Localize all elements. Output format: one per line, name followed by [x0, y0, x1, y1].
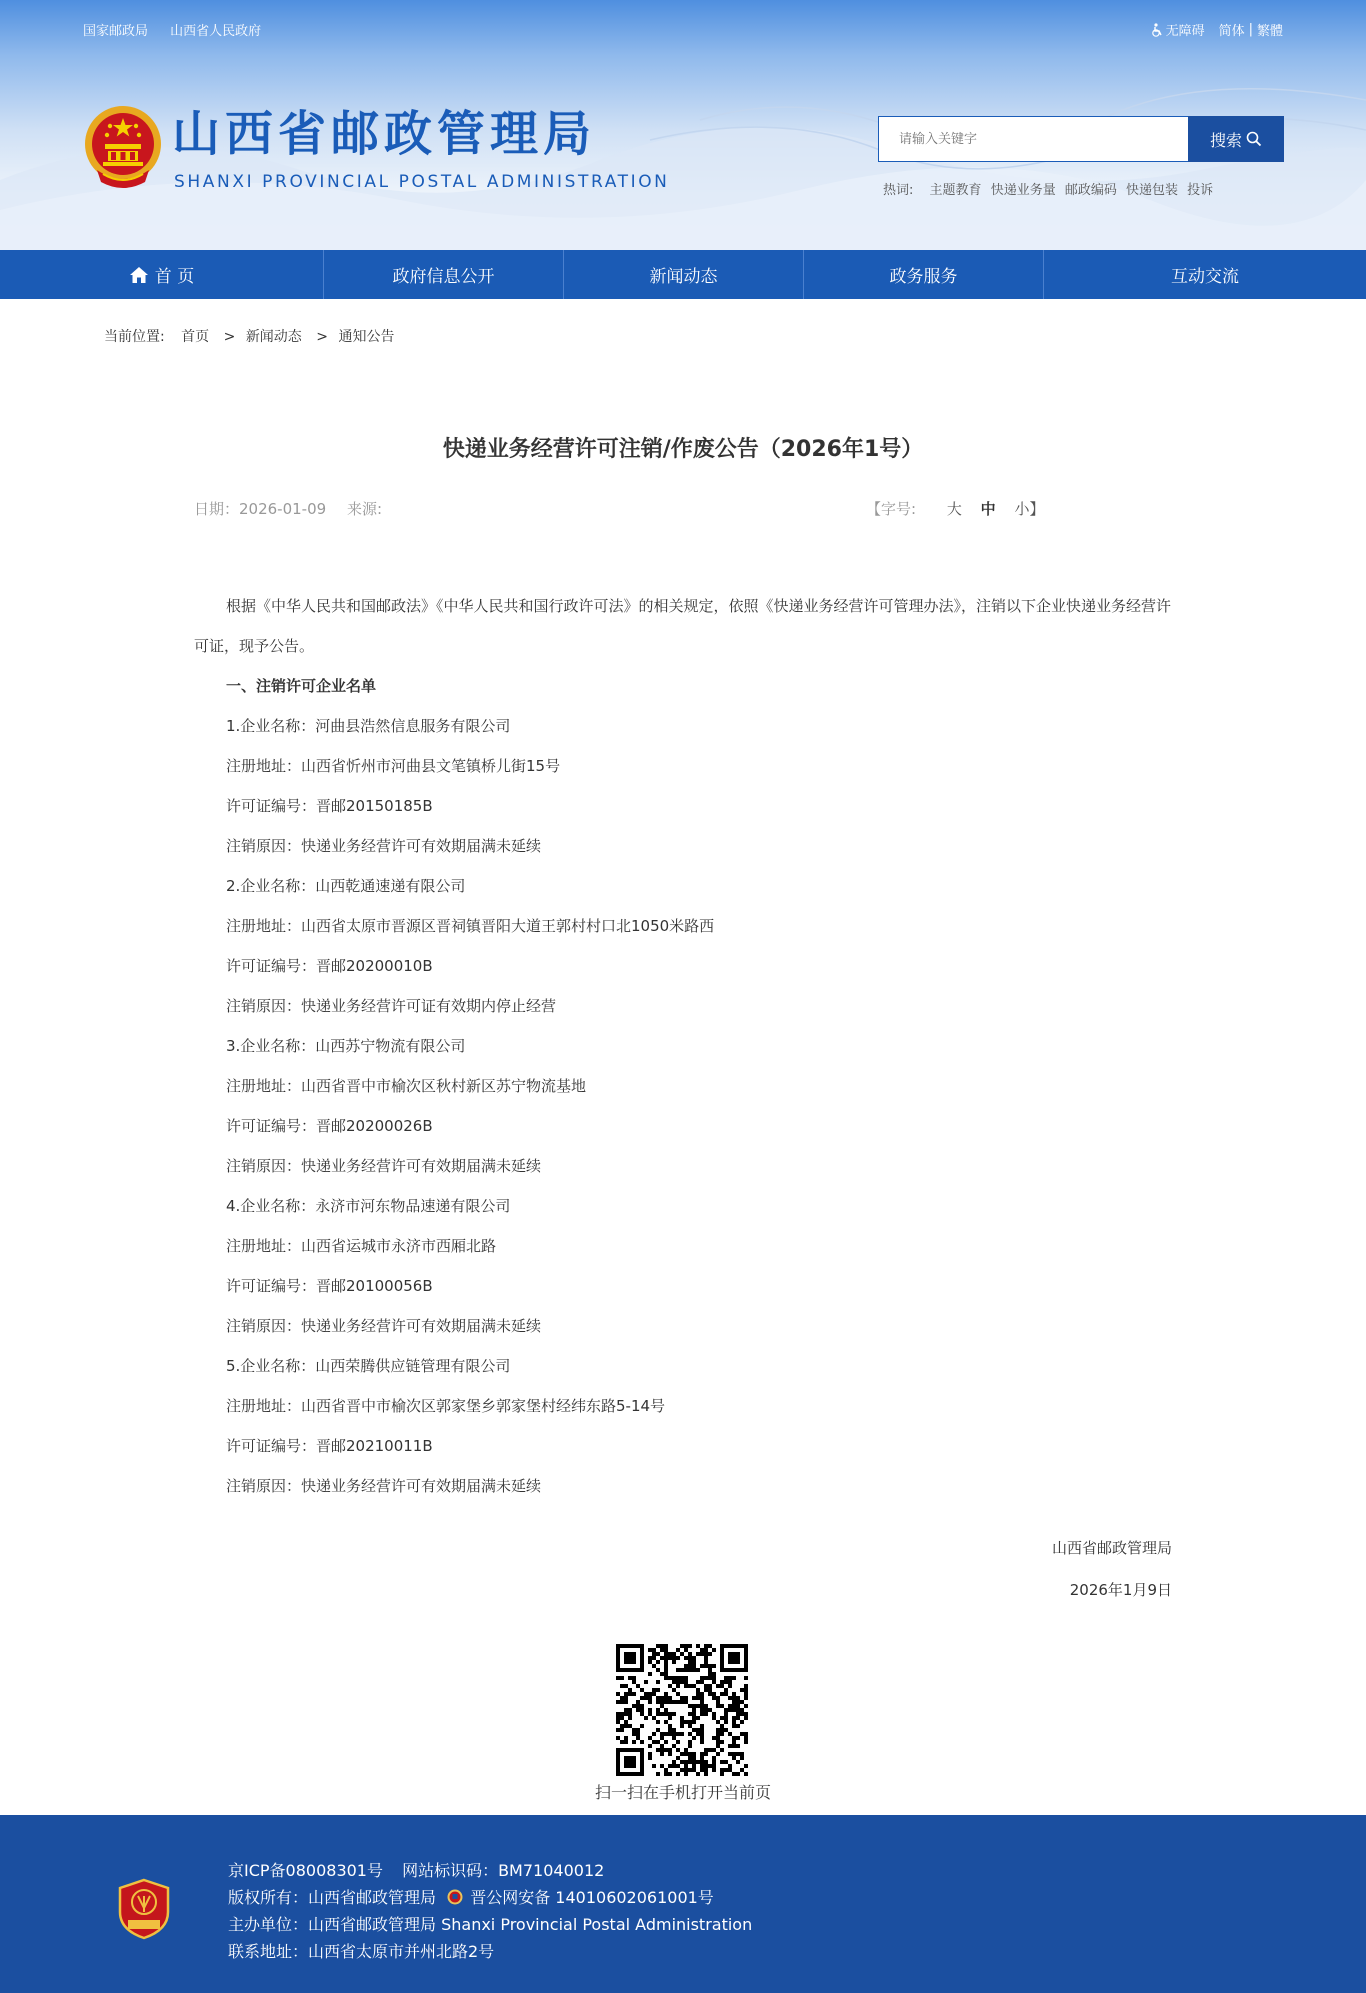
font-size-switcher: [866, 498, 1044, 519]
traditional-chinese-link[interactable]: 繁體: [1256, 24, 1283, 39]
breadcrumb-news[interactable]: 新闻动态: [245, 329, 302, 345]
article-line: 注销原因：快递业务经营许可有效期届满未延续: [226, 1477, 542, 1495]
hot-word-link[interactable]: 快递包装: [1126, 183, 1179, 198]
section-heading: 一、注销许可企业名单: [226, 677, 377, 695]
article-content: [194, 586, 1176, 1506]
nav-item-label: 新闻动态: [649, 267, 718, 287]
hot-word-link[interactable]: 邮政编码: [1064, 183, 1117, 198]
hot-words-label: 热词:: [883, 183, 914, 198]
article-title: 快递业务经营许可注销/作废公告（2026年1号）: [442, 437, 924, 462]
footer-info: [228, 1857, 766, 1965]
hot-words: [883, 179, 1218, 198]
article-date: 日期：2026-01-09: [194, 500, 327, 518]
article-line: 注销原因：快递业务经营许可证有效期内停止经营: [226, 997, 557, 1015]
site-header: [0, 0, 1366, 250]
article-line: 许可证编号：晋邮20210011B: [226, 1437, 433, 1455]
site-title: 山西省邮政管理局: [172, 106, 597, 162]
top-right-tools: [1150, 20, 1283, 39]
search-icon: [1246, 131, 1262, 147]
nav-item-label: 首 页: [154, 267, 195, 287]
article-line: 5.企业名称：山西荣腾供应链管理有限公司: [226, 1357, 511, 1375]
article-line: 注册地址：山西省忻州市河曲县文笔镇桥儿街15号: [226, 757, 561, 775]
article-line: 3.企业名称：山西苏宁物流有限公司: [226, 1037, 466, 1055]
party-government-badge-icon[interactable]: [116, 1878, 172, 1940]
article-meta: [194, 498, 398, 519]
breadcrumb-sep: >: [316, 329, 328, 345]
article-line: 注册地址：山西省晋中市榆次区郭家堡乡郭家堡村经纬东路5-14号: [226, 1397, 666, 1415]
article-line: 4.企业名称：永济市河东物品速递有限公司: [226, 1197, 511, 1215]
search-button[interactable]: [1188, 116, 1284, 162]
nav-item-label: 政务服务: [889, 267, 958, 287]
accessibility-icon: [1150, 23, 1164, 37]
nav-item-gov-info[interactable]: [324, 250, 564, 299]
article-intro: 根据《中华人民共和国邮政法》《中华人民共和国行政许可法》的相关规定，依照《快递业务经营许可管理办法》，注销以下企业快递业务经营许可证，现予公告。: [194, 597, 1172, 655]
link-national-postal-bureau[interactable]: 国家邮政局: [83, 24, 149, 39]
search-input[interactable]: [878, 116, 1190, 162]
font-size-large[interactable]: 大: [946, 500, 962, 518]
top-links: [83, 20, 279, 39]
article-line: 1.企业名称：河曲县浩然信息服务有限公司: [226, 717, 511, 735]
breadcrumb-home[interactable]: 首页: [181, 329, 210, 345]
font-size-label: 【字号:: [866, 500, 917, 518]
footer-copyright: 版权所有：山西省邮政管理局: [228, 1888, 437, 1907]
nav-item-news[interactable]: [564, 250, 804, 299]
article-signature: 山西省邮政管理局: [1051, 1539, 1172, 1557]
article-line: 注销原因：快递业务经营许可有效期届满未延续: [226, 1317, 542, 1335]
simplified-chinese-link[interactable]: 简体: [1218, 24, 1245, 39]
article-line: 许可证编号：晋邮20200026B: [226, 1117, 433, 1135]
breadcrumb-notices[interactable]: 通知公告: [338, 329, 395, 345]
nav-item-label: 政府信息公开: [392, 267, 495, 287]
article-line: 注销原因：快递业务经营许可有效期届满未延续: [226, 1157, 542, 1175]
footer-icp[interactable]: 京ICP备08008301号: [228, 1861, 383, 1880]
breadcrumb-sep: >: [223, 329, 236, 345]
article-line: 注册地址：山西省太原市晋源区晋祠镇晋阳大道王郭村村口北1050米路西: [226, 917, 715, 935]
article-line: 许可证编号：晋邮20150185B: [226, 797, 433, 815]
footer-address: 联系地址：山西省太原市并州北路2号: [228, 1942, 495, 1961]
font-size-medium[interactable]: 中: [980, 500, 996, 518]
footer-site-id: 网站标识码：BM71040012: [402, 1861, 605, 1880]
lang-separator: |: [1248, 22, 1253, 37]
article-line: 注册地址：山西省运城市永济市西厢北路: [226, 1237, 497, 1255]
breadcrumb-label: 当前位置:: [104, 329, 165, 345]
article-line: 注册地址：山西省晋中市榆次区秋村新区苏宁物流基地: [226, 1077, 587, 1095]
footer-police-record[interactable]: 晋公网安备 14010602061001号: [470, 1888, 714, 1907]
hot-word-link[interactable]: 投诉: [1187, 183, 1214, 198]
nav-item-interaction[interactable]: [1044, 250, 1366, 299]
breadcrumb: [104, 326, 398, 346]
link-shanxi-government[interactable]: 山西省人民政府: [170, 24, 262, 39]
article-line: 注销原因：快递业务经营许可有效期届满未延续: [226, 837, 542, 855]
accessibility-link[interactable]: 无障碍: [1165, 24, 1205, 39]
footer-sponsor: 主办单位：山西省邮政管理局 Shanxi Provincial Postal Administration: [228, 1915, 753, 1934]
article-sign-date: 2026年1月9日: [1069, 1581, 1172, 1599]
site-footer: [0, 1815, 1366, 1993]
nav-item-label: 互动交流: [1171, 267, 1239, 287]
article-source: 来源:: [346, 500, 383, 518]
qr-code-image: [616, 1644, 748, 1776]
main-nav: [0, 250, 1366, 299]
hot-word-link[interactable]: 快递业务量: [990, 183, 1056, 198]
hot-word-link[interactable]: 主题教育: [929, 183, 982, 198]
police-badge-icon: [447, 1889, 463, 1905]
national-emblem-logo: [83, 104, 163, 190]
article-line: 2.企业名称：山西乾通速递有限公司: [226, 877, 466, 895]
site-subtitle: SHANXI PROVINCIAL POSTAL ADMINISTRATION: [174, 172, 670, 192]
qr-caption: 扫一扫在手机打开当前页: [594, 1783, 771, 1802]
home-icon: [129, 266, 149, 284]
search-button-label: 搜索: [1209, 130, 1242, 150]
font-size-small[interactable]: 小】: [1014, 500, 1045, 518]
nav-item-home[interactable]: [0, 250, 324, 299]
nav-item-services[interactable]: [804, 250, 1044, 299]
article-line: 许可证编号：晋邮20100056B: [226, 1277, 433, 1295]
article-line: 许可证编号：晋邮20200010B: [226, 957, 433, 975]
